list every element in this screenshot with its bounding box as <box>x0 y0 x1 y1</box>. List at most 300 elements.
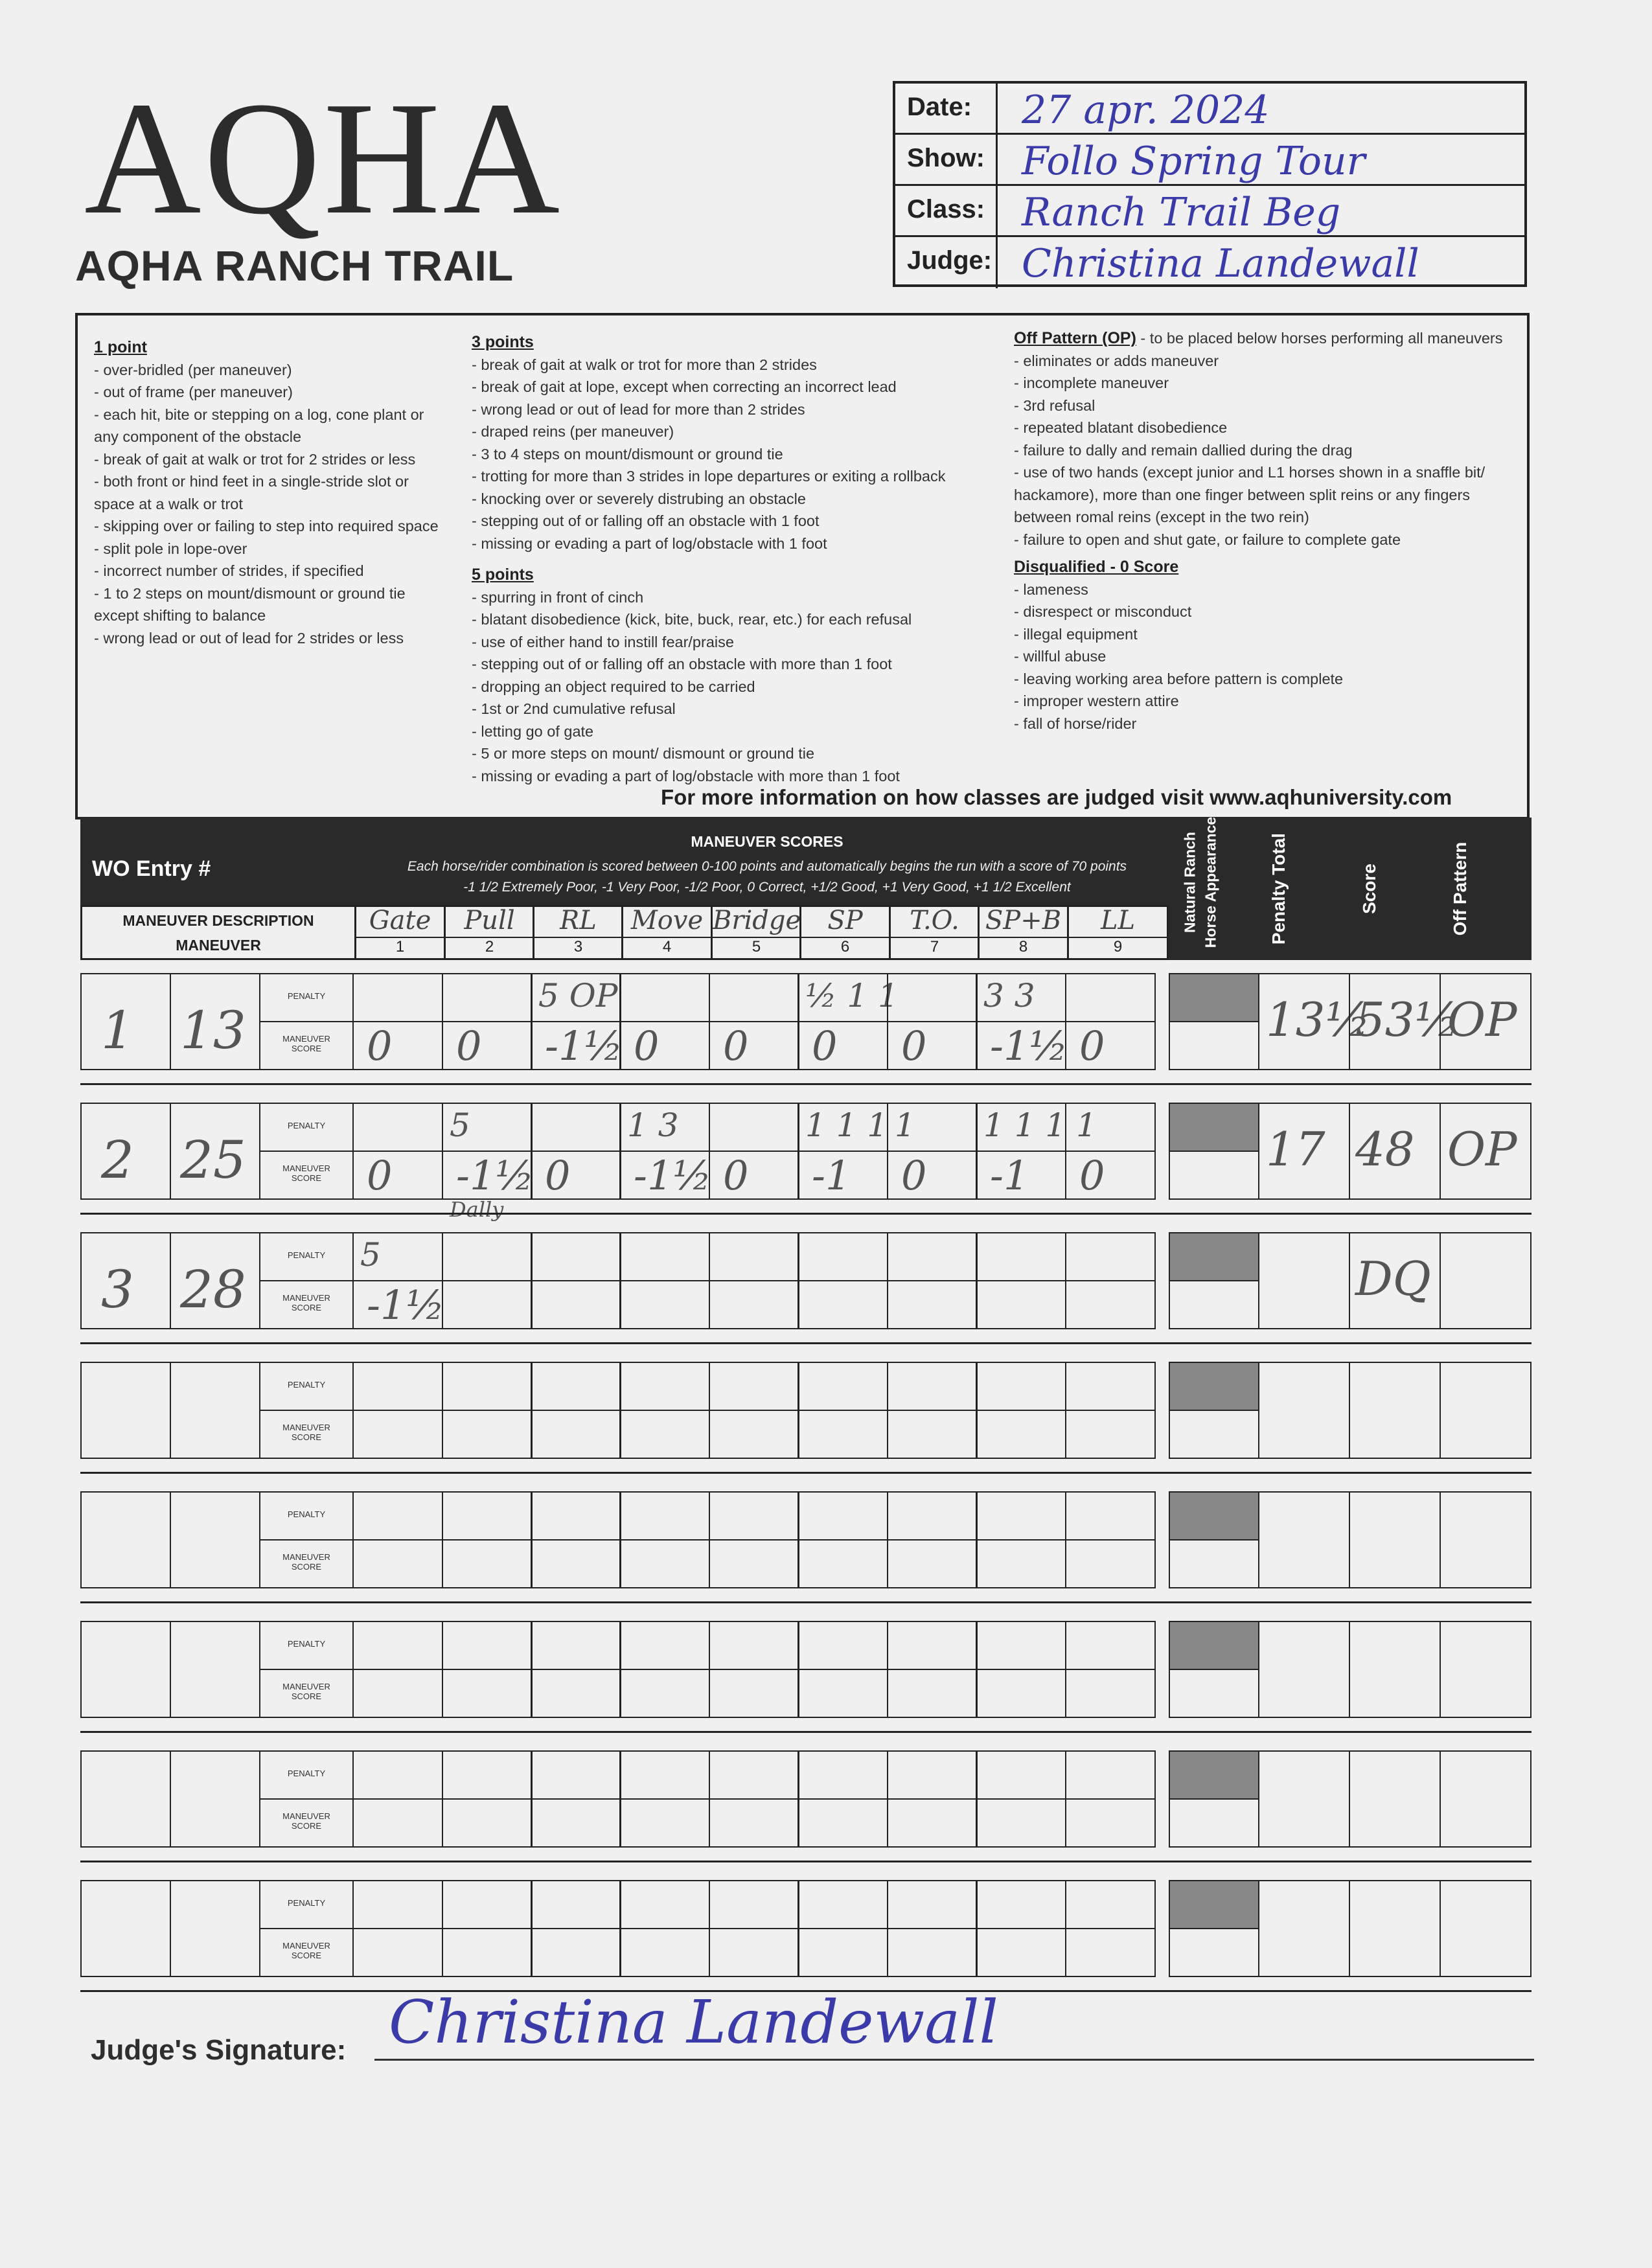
penalty-cell[interactable] <box>352 1621 443 1670</box>
penalty-cell[interactable] <box>1065 1750 1156 1800</box>
maneuver-column-5 <box>711 907 800 958</box>
penalty-cell[interactable] <box>709 1232 799 1281</box>
maneuver-score-label: MANEUVER SCORE <box>259 1539 354 1588</box>
maneuver-score-cell[interactable] <box>442 1928 533 1977</box>
natural-ranch-cell[interactable] <box>1169 1151 1259 1200</box>
entry-number-cell[interactable]: 25 <box>170 1103 260 1200</box>
entry-number-cell[interactable] <box>170 1880 260 1977</box>
maneuver-score-cell[interactable]: 0 <box>887 1021 978 1070</box>
rule-item: - break of gait at walk or trot for more than 2 strides <box>472 356 817 373</box>
score-cell[interactable]: 48 <box>1349 1103 1441 1200</box>
penalty-cell[interactable] <box>887 1232 978 1281</box>
penalty-cell[interactable]: 1 3 <box>619 1103 710 1152</box>
maneuver-score-cell[interactable]: -1 <box>797 1151 888 1200</box>
maneuver-score-cell[interactable]: -1½ <box>531 1021 621 1070</box>
penalty-cell[interactable] <box>976 1880 1066 1929</box>
maneuver-score-cell[interactable] <box>797 1669 888 1718</box>
wo-cell[interactable] <box>80 1750 171 1848</box>
penalty-label: PENALTY <box>259 1621 354 1670</box>
one-point-heading: 1 point <box>94 338 147 356</box>
maneuver-score-cell[interactable] <box>887 1539 978 1588</box>
maneuver-score-cell[interactable] <box>442 1798 533 1848</box>
maneuver-desc[interactable]: T.O. <box>910 906 959 935</box>
rule-item: - illegal equipment <box>1014 625 1138 643</box>
entry-number-cell[interactable] <box>170 1491 260 1588</box>
maneuver-score-cell[interactable] <box>531 1928 621 1977</box>
rule-item: - incorrect number of strides, if specified <box>94 562 364 579</box>
wo-cell[interactable]: 1 <box>80 973 171 1070</box>
penalty-cell[interactable]: 5 OP <box>531 973 621 1022</box>
maneuver-score-cell[interactable]: -1½ <box>442 1151 533 1200</box>
entry-number-cell[interactable]: 28 <box>170 1232 260 1329</box>
three-points-heading: 3 points <box>472 333 534 351</box>
maneuver-scores-desc-2: -1 1/2 Extremely Poor, -1 Very Poor, -1/2 Poor, 0 Correct, +1/2 Good, +1 Very Good, +1 1/2 Excellent <box>463 880 1071 895</box>
off-pattern-cell[interactable]: OP <box>1440 1103 1532 1200</box>
entry-row <box>80 1491 1532 1601</box>
penalty-cell[interactable] <box>976 1491 1066 1541</box>
maneuver-score-cell[interactable] <box>887 1798 978 1848</box>
maneuver-number: 8 <box>980 937 1067 956</box>
row-separator <box>80 1848 1532 1862</box>
maneuver-score-cell[interactable] <box>709 1410 799 1459</box>
maneuver-desc[interactable]: Pull <box>464 906 515 935</box>
maneuver-score-cell[interactable] <box>976 1280 1066 1329</box>
maneuver-score-cell[interactable] <box>531 1539 621 1588</box>
rule-item: - over-bridled (per maneuver) <box>94 361 292 378</box>
row-separator <box>80 1070 1532 1085</box>
penalty-cell[interactable] <box>709 1491 799 1541</box>
penalty-cell[interactable] <box>1065 1232 1156 1281</box>
maneuver-score-cell[interactable] <box>1065 1280 1156 1329</box>
penalty-cell[interactable] <box>352 1103 443 1152</box>
natural-ranch-cell[interactable] <box>1169 1928 1259 1977</box>
rule-item: space at a walk or trot <box>94 495 243 512</box>
maneuver-score-label: MANEUVER SCORE <box>259 1798 354 1848</box>
rule-item: - failure to open and shut gate, or failure to complete gate <box>1014 531 1401 548</box>
penalty-cell[interactable] <box>887 1880 978 1929</box>
maneuver-score-cell[interactable] <box>887 1928 978 1977</box>
score-cell[interactable] <box>1349 1362 1441 1459</box>
natural-ranch-cell[interactable] <box>1169 1280 1259 1329</box>
maneuver-score-label: MANEUVER SCORE <box>259 1021 354 1070</box>
rule-item: - both front or hind feet in a single-stride slot or <box>94 473 409 490</box>
rule-item: - split pole in lope-over <box>94 540 247 557</box>
maneuver-score-cell[interactable]: 0 <box>619 1021 710 1070</box>
penalty-cell[interactable] <box>352 1491 443 1541</box>
maneuver-score-cell[interactable] <box>352 1410 443 1459</box>
rules-off-pattern <box>1014 327 1503 735</box>
scoring-grid <box>80 818 1532 1984</box>
penalty-cell[interactable]: 5 <box>442 1103 533 1152</box>
maneuver-score-cell[interactable] <box>709 1928 799 1977</box>
date-value[interactable]: 27 apr. 2024 <box>1022 87 1270 133</box>
show-value[interactable]: Follo Spring Tour <box>1022 139 1366 184</box>
penalty-cell[interactable] <box>619 1621 710 1670</box>
maneuver-score-cell[interactable]: -1 <box>976 1151 1066 1200</box>
maneuver-score-cell[interactable]: 0 <box>1065 1021 1156 1070</box>
maneuver-desc[interactable]: RL <box>560 906 597 935</box>
rule-item: - 1st or 2nd cumulative refusal <box>472 700 676 717</box>
penalty-cell[interactable] <box>887 1621 978 1670</box>
rule-item: - incomplete maneuver <box>1014 374 1169 391</box>
maneuver-score-cell[interactable] <box>797 1539 888 1588</box>
maneuver-score-cell[interactable] <box>352 1798 443 1848</box>
row-separator <box>80 1329 1532 1344</box>
maneuver-score-cell[interactable] <box>887 1410 978 1459</box>
maneuver-score-cell[interactable] <box>352 1928 443 1977</box>
more-info-note: For more information on how classes are judged visit www.aqhuniversity.com <box>661 785 1452 809</box>
penalty-cell[interactable] <box>442 1362 533 1411</box>
class-value[interactable]: Ranch Trail Beg <box>1022 190 1341 235</box>
maneuver-score-cell[interactable]: 0 <box>797 1021 888 1070</box>
off-pattern-cell[interactable] <box>1440 1880 1532 1977</box>
off-pattern-cell[interactable] <box>1440 1750 1532 1848</box>
maneuver-score-cell[interactable] <box>797 1798 888 1848</box>
penalty-total-cell[interactable] <box>1258 1362 1350 1459</box>
penalty-total-cell[interactable]: 13½ <box>1258 973 1350 1070</box>
rule-item: - break of gait at lope, except when correcting an incorrect lead <box>472 378 897 395</box>
class-row <box>895 186 1524 237</box>
maneuver-score-cell[interactable] <box>619 1410 710 1459</box>
signature-line <box>374 2059 1534 2061</box>
penalty-cell[interactable] <box>709 1880 799 1929</box>
rule-item: - improper western attire <box>1014 693 1179 709</box>
penalty-cell[interactable] <box>619 973 710 1022</box>
penalty-cell[interactable]: 1 1 1 1 <box>976 1103 1066 1152</box>
maneuver-score-cell[interactable] <box>442 1669 533 1718</box>
maneuver-score-cell[interactable] <box>976 1539 1066 1588</box>
penalty-cell[interactable] <box>887 1362 978 1411</box>
maneuver-score-cell[interactable] <box>976 1669 1066 1718</box>
maneuver-score-cell[interactable] <box>531 1798 621 1848</box>
rule-item: - lameness <box>1014 580 1088 598</box>
rule-item: - break of gait at walk or trot for 2 strides or less <box>94 450 416 468</box>
entry-number-cell[interactable]: 13 <box>170 973 260 1070</box>
maneuver-desc[interactable]: Bridge <box>713 906 801 935</box>
maneuver-score-cell[interactable]: -1½ <box>352 1280 443 1329</box>
maneuver-score-cell[interactable]: 0 <box>709 1151 799 1200</box>
natural-ranch-cell[interactable] <box>1169 1669 1259 1718</box>
maneuver-score-cell[interactable] <box>1065 1539 1156 1588</box>
maneuver-desc[interactable]: SP+B <box>985 906 1062 935</box>
maneuver-score-cell[interactable]: 0 <box>352 1021 443 1070</box>
maneuver-score-cell[interactable] <box>797 1280 888 1329</box>
maneuver-score-cell[interactable]: 0 <box>887 1151 978 1200</box>
date-label: Date: <box>907 93 972 121</box>
maneuver-score-cell[interactable] <box>619 1539 710 1588</box>
score-cell[interactable] <box>1349 1750 1441 1848</box>
natural-ranch-shaded-cell <box>1169 1750 1259 1800</box>
penalty-cell[interactable] <box>619 1232 710 1281</box>
natural-ranch-cell[interactable] <box>1169 1410 1259 1459</box>
rule-item: - dropping an object required to be carried <box>472 678 755 695</box>
maneuver-score-cell[interactable] <box>1065 1669 1156 1718</box>
judge-signature-label: Judge's Signature: <box>91 2034 347 2066</box>
maneuver-score-cell[interactable] <box>709 1669 799 1718</box>
maneuver-score-cell[interactable]: 0 <box>531 1151 621 1200</box>
score-cell[interactable]: DQ <box>1349 1232 1441 1329</box>
penalty-cell[interactable] <box>709 1103 799 1152</box>
off-pattern-cell[interactable] <box>1440 1491 1532 1588</box>
rule-item: - fall of horse/rider <box>1014 715 1137 732</box>
penalty-cell[interactable] <box>1065 1362 1156 1411</box>
penalty-cell[interactable] <box>619 1491 710 1541</box>
maneuver-score-label: MANEUVER SCORE <box>259 1280 354 1329</box>
penalty-cell[interactable]: 1 <box>887 1103 978 1152</box>
penalty-cell[interactable] <box>976 1750 1066 1800</box>
penalty-cell[interactable] <box>1065 1103 1156 1152</box>
rules-three-points <box>472 331 945 787</box>
score-cell[interactable] <box>1349 1880 1441 1977</box>
maneuver-column-4 <box>621 907 711 958</box>
penalty-label: PENALTY <box>259 1750 354 1800</box>
off-pattern-heading: Off Pattern (OP) <box>1014 329 1136 347</box>
penalty-cell[interactable] <box>531 1362 621 1411</box>
maneuver-desc[interactable]: SP <box>827 906 863 935</box>
maneuver-score-cell[interactable] <box>709 1798 799 1848</box>
score-header: Score <box>1359 864 1379 914</box>
rule-item: - stepping out of or falling off an obstacle with 1 foot <box>472 512 820 529</box>
penalty-cell[interactable] <box>709 1362 799 1411</box>
maneuver-score-cell[interactable] <box>352 1539 443 1588</box>
penalty-cell[interactable] <box>531 1880 621 1929</box>
maneuver-score-label: MANEUVER SCORE <box>259 1410 354 1459</box>
class-label: Class: <box>907 195 985 223</box>
maneuver-score-cell[interactable] <box>442 1410 533 1459</box>
score-cell[interactable] <box>1349 1621 1441 1718</box>
judge-value[interactable]: Christina Landewall <box>1022 241 1419 286</box>
wo-cell[interactable] <box>80 1362 171 1459</box>
maneuver-score-cell[interactable] <box>797 1928 888 1977</box>
penalty-cell[interactable] <box>352 973 443 1022</box>
maneuver-number: 1 <box>356 937 444 956</box>
score-cell[interactable]: 53½ <box>1349 973 1441 1070</box>
penalty-cell[interactable] <box>352 1362 443 1411</box>
rule-item: except shifting to balance <box>94 607 266 624</box>
natural-ranch-shaded-cell <box>1169 1880 1259 1929</box>
entry-number-cell[interactable] <box>170 1362 260 1459</box>
maneuver-score-cell[interactable]: 0 <box>1065 1151 1156 1200</box>
entry-number-cell[interactable] <box>170 1750 260 1848</box>
row-separator <box>80 1459 1532 1474</box>
maneuver-score-cell[interactable]: 0 <box>352 1151 443 1200</box>
natural-ranch-shaded-cell <box>1169 1103 1259 1152</box>
wo-cell[interactable] <box>80 1491 171 1588</box>
maneuver-column-2 <box>444 907 533 958</box>
maneuver-score-cell[interactable]: 0 <box>709 1021 799 1070</box>
maneuver-score-cell[interactable] <box>619 1928 710 1977</box>
wo-cell[interactable] <box>80 1621 171 1718</box>
natural-ranch-cell[interactable] <box>1169 1539 1259 1588</box>
penalty-cell[interactable] <box>1065 973 1156 1022</box>
show-label: Show: <box>907 144 985 172</box>
maneuver-number: 9 <box>1069 937 1167 956</box>
maneuver-score-cell[interactable] <box>887 1280 978 1329</box>
entry-number-cell[interactable] <box>170 1621 260 1718</box>
maneuver-score-cell[interactable]: -1½ <box>619 1151 710 1200</box>
penalty-cell[interactable] <box>531 1232 621 1281</box>
rule-item: - knocking over or severely distrubing an obstacle <box>472 490 806 507</box>
maneuver-score-cell[interactable] <box>531 1280 621 1329</box>
off-pattern-cell[interactable] <box>1440 1621 1532 1718</box>
penalty-cell[interactable] <box>887 1750 978 1800</box>
penalty-cell[interactable] <box>531 1103 621 1152</box>
off-pattern-header: Off Pattern <box>1450 842 1470 936</box>
maneuver-number: 7 <box>891 937 978 956</box>
penalty-cell[interactable] <box>442 1621 533 1670</box>
rule-item: - skipping over or failing to step into required space <box>94 518 439 534</box>
maneuver-score-label: MANEUVER SCORE <box>259 1151 354 1200</box>
rule-item: - disrespect or misconduct <box>1014 603 1192 620</box>
off-pattern-cell[interactable] <box>1440 1232 1532 1329</box>
penalty-total-header: Penalty Total <box>1268 832 1289 945</box>
penalty-cell[interactable]: 3 3 <box>976 973 1066 1022</box>
maneuver-score-cell[interactable] <box>619 1798 710 1848</box>
penalty-label: PENALTY <box>259 1362 354 1411</box>
penalty-cell[interactable]: 1 1 1 <box>797 1103 888 1152</box>
maneuver-score-cell[interactable] <box>887 1669 978 1718</box>
penalty-cell[interactable] <box>619 1362 710 1411</box>
maneuver-number: 6 <box>801 937 889 956</box>
maneuver-score-cell[interactable]: 0 <box>442 1021 533 1070</box>
penalty-cell[interactable] <box>1065 1621 1156 1670</box>
rule-item: between romal reins (except in the two rein) <box>1014 509 1309 525</box>
maneuver-number: 5 <box>713 937 800 956</box>
penalty-cell[interactable] <box>442 1232 533 1281</box>
row-separator <box>80 1718 1532 1733</box>
maneuver-score-cell[interactable] <box>1065 1928 1156 1977</box>
penalty-cell[interactable] <box>797 1750 888 1800</box>
penalty-cell[interactable] <box>619 1750 710 1800</box>
maneuver-score-cell[interactable] <box>352 1669 443 1718</box>
maneuver-score-cell[interactable]: -1½ <box>976 1021 1066 1070</box>
penalty-total-cell[interactable] <box>1258 1880 1350 1977</box>
penalty-cell[interactable] <box>1065 1880 1156 1929</box>
maneuver-column-1 <box>354 907 444 958</box>
entry-row <box>80 1750 1532 1861</box>
off-pattern-cell[interactable]: OP <box>1440 973 1532 1070</box>
penalty-total-cell[interactable] <box>1258 1232 1350 1329</box>
maneuver-score-cell[interactable] <box>619 1280 710 1329</box>
penalty-cell[interactable] <box>797 1621 888 1670</box>
penalty-cell[interactable] <box>887 973 978 1022</box>
maneuver-score-cell[interactable] <box>1065 1410 1156 1459</box>
penalty-cell[interactable] <box>709 1750 799 1800</box>
penalty-cell[interactable] <box>1065 1491 1156 1541</box>
rule-item: - repeated blatant disobedience <box>1014 419 1228 436</box>
maneuver-desc[interactable]: Gate <box>369 906 431 935</box>
wo-cell[interactable]: 2 <box>80 1103 171 1200</box>
rule-item: - stepping out of or falling off an obstacle with more than 1 foot <box>472 656 892 672</box>
wo-cell[interactable] <box>80 1880 171 1977</box>
maneuver-score-cell[interactable] <box>976 1410 1066 1459</box>
penalty-cell[interactable] <box>442 1491 533 1541</box>
penalty-cell[interactable] <box>352 1880 443 1929</box>
penalty-cell[interactable] <box>976 1362 1066 1411</box>
penalty-cell[interactable] <box>976 1621 1066 1670</box>
penalty-cell[interactable] <box>797 1232 888 1281</box>
maneuver-score-cell[interactable] <box>531 1410 621 1459</box>
maneuver-score-cell[interactable] <box>976 1798 1066 1848</box>
maneuver-score-cell[interactable] <box>1065 1798 1156 1848</box>
rule-item: - 3 to 4 steps on mount/dismount or ground tie <box>472 445 783 463</box>
maneuver-score-cell[interactable] <box>442 1280 533 1329</box>
maneuver-score-cell[interactable] <box>797 1410 888 1459</box>
penalty-total-cell[interactable] <box>1258 1621 1350 1718</box>
maneuver-desc[interactable]: LL <box>1100 906 1136 935</box>
maneuver-score-cell[interactable] <box>619 1669 710 1718</box>
rule-item: - draped reins (per maneuver) <box>472 423 674 440</box>
wo-cell[interactable]: 3 <box>80 1232 171 1329</box>
penalty-cell[interactable]: 5 <box>352 1232 443 1281</box>
maneuver-number: 4 <box>623 937 711 956</box>
maneuver-description-row <box>80 905 1169 960</box>
score-cell[interactable] <box>1349 1491 1441 1588</box>
natural-ranch-header: Natural Ranch <box>1181 832 1199 933</box>
penalty-total-cell[interactable] <box>1258 1491 1350 1588</box>
penalty-cell[interactable] <box>619 1880 710 1929</box>
rule-item: - failure to dally and remain dallied during the drag <box>1014 441 1353 459</box>
natural-ranch-cell[interactable] <box>1169 1798 1259 1848</box>
penalty-cell[interactable] <box>887 1491 978 1541</box>
penalty-cell[interactable] <box>709 1621 799 1670</box>
penalty-cell[interactable] <box>797 1362 888 1411</box>
maneuver-label: MANEUVER <box>176 937 261 954</box>
maneuver-column-9 <box>1067 907 1167 958</box>
penalty-cell[interactable] <box>531 1491 621 1541</box>
penalty-cell[interactable] <box>442 973 533 1022</box>
penalty-cell[interactable] <box>976 1232 1066 1281</box>
rules-one-point <box>94 336 439 649</box>
penalty-total-cell[interactable]: 17 <box>1258 1103 1350 1200</box>
penalty-cell[interactable] <box>442 1880 533 1929</box>
judge-signature[interactable]: Christina Landewall <box>389 1987 998 2057</box>
rule-item: - missing or evading a part of log/obstacle with 1 foot <box>472 534 827 552</box>
rule-item: - leaving working area before pattern is complete <box>1014 670 1344 687</box>
judge-row <box>895 237 1524 288</box>
penalty-rules-box <box>75 313 1530 819</box>
penalty-cell[interactable] <box>797 1491 888 1541</box>
penalty-total-cell[interactable] <box>1258 1750 1350 1848</box>
aqha-logo: AQHA <box>84 69 563 248</box>
maneuver-score-cell[interactable] <box>442 1539 533 1588</box>
penalty-cell[interactable] <box>709 973 799 1022</box>
penalty-cell[interactable] <box>531 1621 621 1670</box>
maneuver-score-cell[interactable] <box>709 1539 799 1588</box>
rule-item: any component of the obstacle <box>94 428 302 445</box>
rule-item: - trotting for more than 3 strides in lope departures or exiting a rollback <box>472 468 946 485</box>
maneuver-scores-title: MANEUVER SCORES <box>691 833 843 850</box>
horse-appearance-header: Horse Appearance <box>1202 816 1219 948</box>
entry-row <box>80 973 1532 1083</box>
maneuver-desc[interactable]: Move <box>630 906 704 935</box>
maneuver-number: 3 <box>534 937 622 956</box>
maneuver-score-cell[interactable] <box>709 1280 799 1329</box>
off-pattern-cell[interactable] <box>1440 1362 1532 1459</box>
natural-ranch-cell[interactable] <box>1169 1021 1259 1070</box>
penalty-cell[interactable] <box>442 1750 533 1800</box>
off-pattern-heading-suffix: - to be placed below horses performing all maneuvers <box>1136 330 1503 347</box>
maneuver-number: 2 <box>446 937 533 956</box>
penalty-cell[interactable] <box>352 1750 443 1800</box>
penalty-cell[interactable] <box>531 1750 621 1800</box>
maneuver-score-cell[interactable] <box>976 1928 1066 1977</box>
maneuver-score-cell[interactable] <box>531 1669 621 1718</box>
maneuver-scores-desc-1: Each horse/rider combination is scored between 0-100 points and automatically begins the run with a score of 70 points <box>407 859 1127 874</box>
penalty-cell[interactable]: ½ 1 1 <box>797 973 888 1022</box>
penalty-cell[interactable] <box>797 1880 888 1929</box>
entry-row <box>80 1362 1532 1472</box>
